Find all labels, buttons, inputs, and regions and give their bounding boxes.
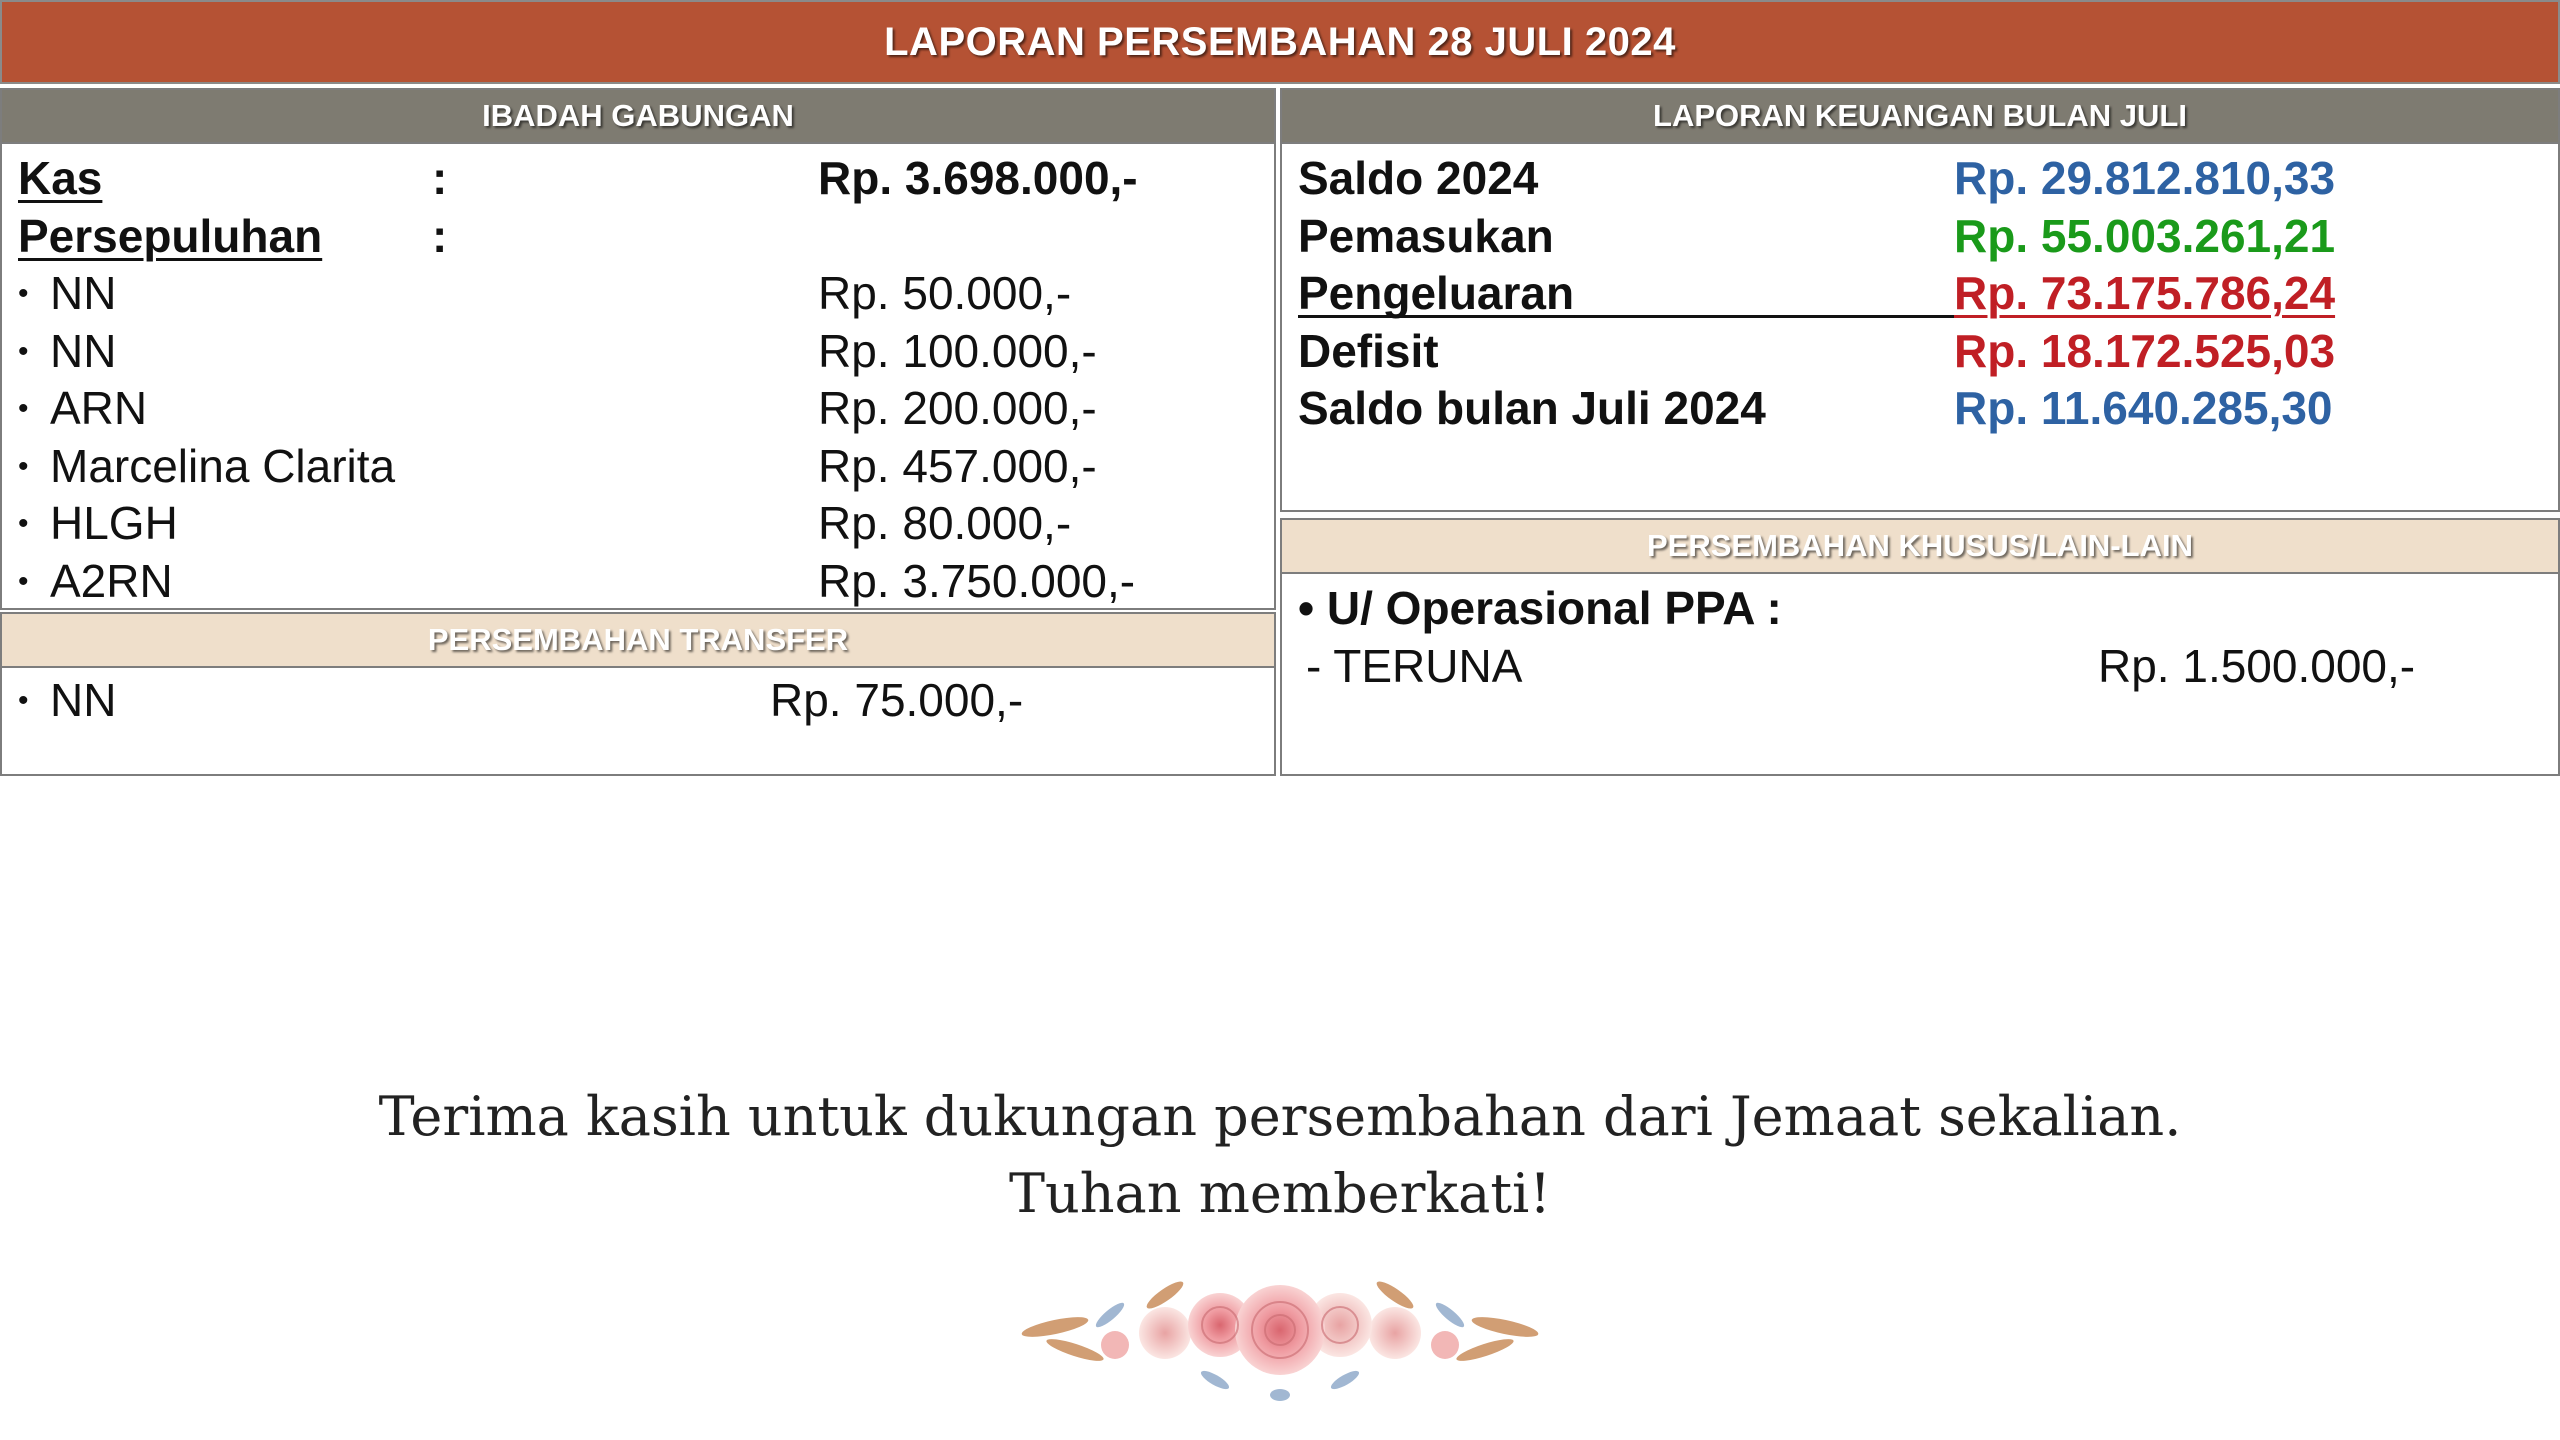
laporan-keuangan-header: LAPORAN KEUANGAN BULAN JULI (1282, 90, 2558, 144)
persepuluhan-list (2, 265, 1274, 610)
floral-ornament-icon (1015, 1255, 1545, 1405)
persepuluhan-label: Persepuluhan (18, 209, 323, 262)
finance-row (1282, 323, 2558, 381)
laporan-keuangan-panel (1280, 88, 2560, 512)
finance-row (1282, 150, 2558, 208)
kas-value: Rp. 3.698.000,- (818, 152, 1138, 204)
donation-amount: Rp. 457.000,- (818, 439, 1097, 492)
finance-value: Rp. 29.812.810,33 (1954, 152, 2336, 204)
donor-name: NN (50, 267, 117, 319)
finance-label: Pemasukan (1298, 209, 1554, 262)
donor-name: NN (50, 674, 117, 726)
ibadah-gabungan-panel (0, 88, 1276, 610)
operasional-heading: • U/ Operasional PPA : (1298, 582, 1782, 634)
finance-label: Saldo bulan Juli 2024 (1298, 382, 1766, 434)
list-item (2, 438, 1274, 496)
donor-name: Marcelina Clarita (50, 439, 396, 492)
list-item (2, 380, 1274, 438)
finance-value: Rp. 18.172.525,03 (1954, 324, 2336, 377)
finance-row (1282, 208, 2558, 266)
bullet-icon: • (18, 392, 29, 425)
keuangan-list (1282, 144, 2558, 438)
list-item (2, 265, 1274, 323)
donation-amount: Rp. 50.000,- (818, 267, 1072, 319)
kas-label: Kas (18, 152, 103, 204)
donation-amount: Rp. 100.000,- (818, 324, 1097, 377)
list-item (1282, 638, 2558, 696)
thank-you-text: Terima kasih untuk dukungan persembahan dari Jemaat sekalian. (378, 1085, 2182, 1148)
blessing-text: Tuhan memberkati! (1008, 1162, 1551, 1225)
list-item (2, 672, 1274, 730)
report-title: LAPORAN PERSEMBAHAN 28 JULI 2024 (0, 0, 2560, 84)
finance-label: Pengeluaran (1298, 267, 1575, 319)
finance-value: Rp. 55.003.261,21 (1954, 209, 2336, 262)
persepuluhan-row (2, 208, 1274, 266)
transfer-list (2, 668, 1274, 730)
kas-row (2, 150, 1274, 208)
donor-name: ARN (50, 382, 148, 434)
persembahan-transfer-panel (0, 612, 1276, 776)
donation-amount: Rp. 200.000,- (818, 382, 1097, 434)
finance-label: Defisit (1298, 324, 1439, 377)
finance-row (1282, 265, 2558, 323)
list-item (2, 323, 1274, 381)
finance-value: Rp. 11.640.285,30 (1954, 382, 2333, 434)
khusus-list (1282, 638, 2558, 696)
persembahan-khusus-panel (1280, 518, 2560, 776)
finance-label: Saldo 2024 (1298, 152, 1539, 204)
bullet-icon: • (18, 684, 29, 717)
bullet-icon: • (18, 564, 29, 598)
bullet-icon: • (18, 449, 29, 483)
bullet-icon: • (18, 277, 29, 310)
operasional-heading-row (1282, 580, 2558, 638)
donation-amount: Rp. 75.000,- (770, 674, 1024, 726)
finance-row (1282, 380, 2558, 438)
donor-name: NN (50, 324, 117, 377)
kas-colon: : (432, 152, 448, 204)
bullet-icon: • (18, 334, 29, 368)
donation-amount: Rp. 1.500.000,- (2098, 639, 2416, 692)
ibadah-gabungan-header: IBADAH GABUNGAN (2, 90, 1274, 144)
donation-amount: Rp. 3.750.000,- (818, 554, 1136, 607)
donation-amount: Rp. 80.000,- (818, 497, 1072, 549)
donor-name: A2RN (50, 554, 173, 607)
persembahan-transfer-header: PERSEMBAHAN TRANSFER (2, 614, 1274, 668)
list-item (2, 495, 1274, 553)
finance-value: Rp. 73.175.786,24 (1954, 267, 2336, 319)
persepuluhan-colon: : (432, 209, 448, 262)
list-item (2, 553, 1274, 611)
persembahan-khusus-header: PERSEMBAHAN KHUSUS/LAIN-LAIN (1282, 520, 2558, 574)
donor-name: HLGH (50, 497, 178, 549)
recipient-name: - TERUNA (1306, 639, 1523, 692)
bullet-icon: • (18, 507, 29, 540)
